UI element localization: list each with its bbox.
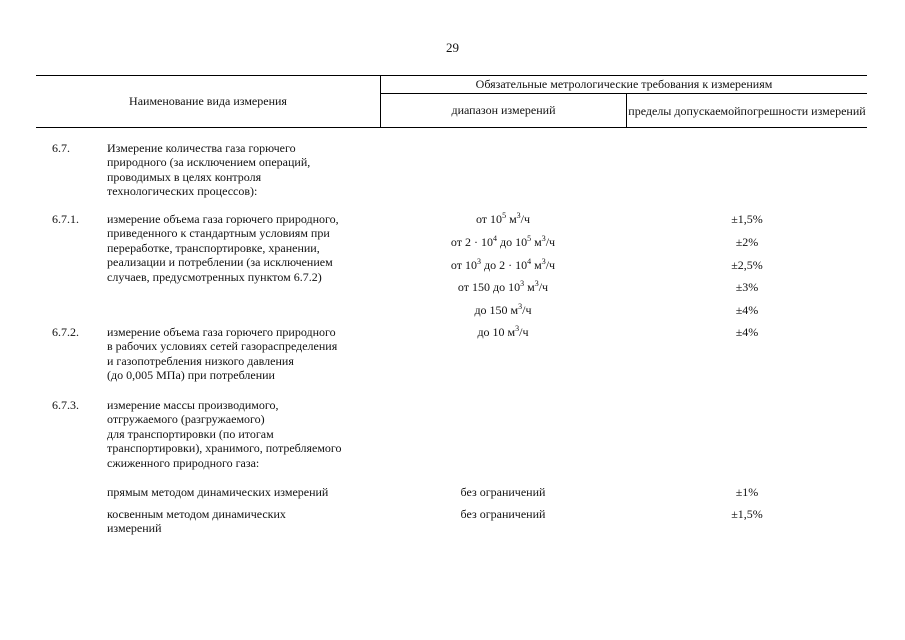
table-header <box>36 75 867 128</box>
description-line: косвенным методом динамических <box>107 507 286 521</box>
error-value: ±1,5% <box>731 507 763 521</box>
row-description <box>107 141 397 199</box>
description-line: природного (за исключением операций, <box>107 155 311 170</box>
row-ranges <box>408 212 598 326</box>
row-errors <box>652 507 842 530</box>
description-line: прямым методом динамических измерений <box>107 485 329 499</box>
header-measurement-range: диапазон измерений <box>381 94 627 127</box>
row-description <box>107 325 397 383</box>
row-errors <box>652 485 842 508</box>
description-line: Измерение количества газа горючего <box>107 141 296 155</box>
header-error-line: пределы допускаемой <box>628 103 741 118</box>
description-line: измерение объема газа горючего природного <box>107 325 336 339</box>
header-permissible-error <box>627 94 867 127</box>
range-value: от 150 до $10^3$ $м^3/ч$ <box>457 279 549 295</box>
row-code: 6.7.1. <box>52 212 79 226</box>
description-line: и газопотребления низкого давления <box>107 353 294 368</box>
error-value: ±2% <box>735 234 759 249</box>
range-value: без ограничений <box>460 485 546 499</box>
description-line: измерение объема газа горючего природного, <box>107 212 339 226</box>
description-line: технологических процессов): <box>107 184 258 199</box>
range-value: без ограничений <box>460 507 546 521</box>
row-errors <box>652 212 842 326</box>
error-value: ±1% <box>735 485 759 499</box>
description-line: случаев, предусмотренных пунктом 6.7.2) <box>107 269 322 284</box>
header-measurement-name: Наименование вида измерения <box>36 76 381 127</box>
range-value: от $10^3$ до $2 \cdot 10^4$ $м^3/ч$ <box>450 256 556 272</box>
description-line: для транспортировки (по итогам <box>107 426 274 441</box>
row-description <box>107 212 397 284</box>
error-value: ±1,5% <box>731 212 763 226</box>
row-code: 6.7.3. <box>52 398 79 412</box>
description-line: переработке, транспортировке, хранении, <box>107 240 320 255</box>
row-description <box>107 485 397 499</box>
description-line: транспортировки), хранимого, потребляемого <box>107 441 342 456</box>
row-errors <box>652 325 842 348</box>
description-line: измерение массы производимого, <box>107 398 279 412</box>
range-value: до 10 $м^3/ч$ <box>477 324 529 339</box>
header-requirements-group: Обязательные метрологические требования к измерениям <box>381 76 867 94</box>
row-ranges <box>408 485 598 508</box>
error-value: ±4% <box>735 303 759 318</box>
row-code: 6.7.2. <box>52 325 79 339</box>
error-value: ±4% <box>735 325 759 339</box>
row-code: 6.7. <box>52 141 70 155</box>
description-line: отгружаемого (разгружаемого) <box>107 412 265 427</box>
row-ranges <box>408 507 598 530</box>
description-line: проводимых в целях контроля <box>107 169 262 184</box>
range-value: от $2 \cdot 10^4$ до $10^5$ $м^3/ч$ <box>450 233 556 249</box>
range-value: до 150 $м^3/ч$ <box>474 302 532 318</box>
error-value: ±2,5% <box>731 257 763 272</box>
description-line: измерений <box>107 521 162 536</box>
description-line: (до 0,005 МПа) при потреблении <box>107 368 275 383</box>
page-number: 29 <box>446 40 459 55</box>
row-description <box>107 398 397 470</box>
description-line: приведенного к стандартным условиям при <box>107 226 330 241</box>
row-ranges <box>408 325 598 348</box>
description-line: в рабочих условиях сетей газораспределения <box>107 339 338 354</box>
description-line: реализации и потреблении (за исключением <box>107 255 333 270</box>
header-error-line: погрешности измерений <box>740 103 866 118</box>
row-description <box>107 507 397 536</box>
error-value: ±3% <box>735 280 759 295</box>
range-value: от $10^5$ $м^3/ч$ <box>475 211 531 226</box>
description-line: сжиженного природного газа: <box>107 455 260 470</box>
